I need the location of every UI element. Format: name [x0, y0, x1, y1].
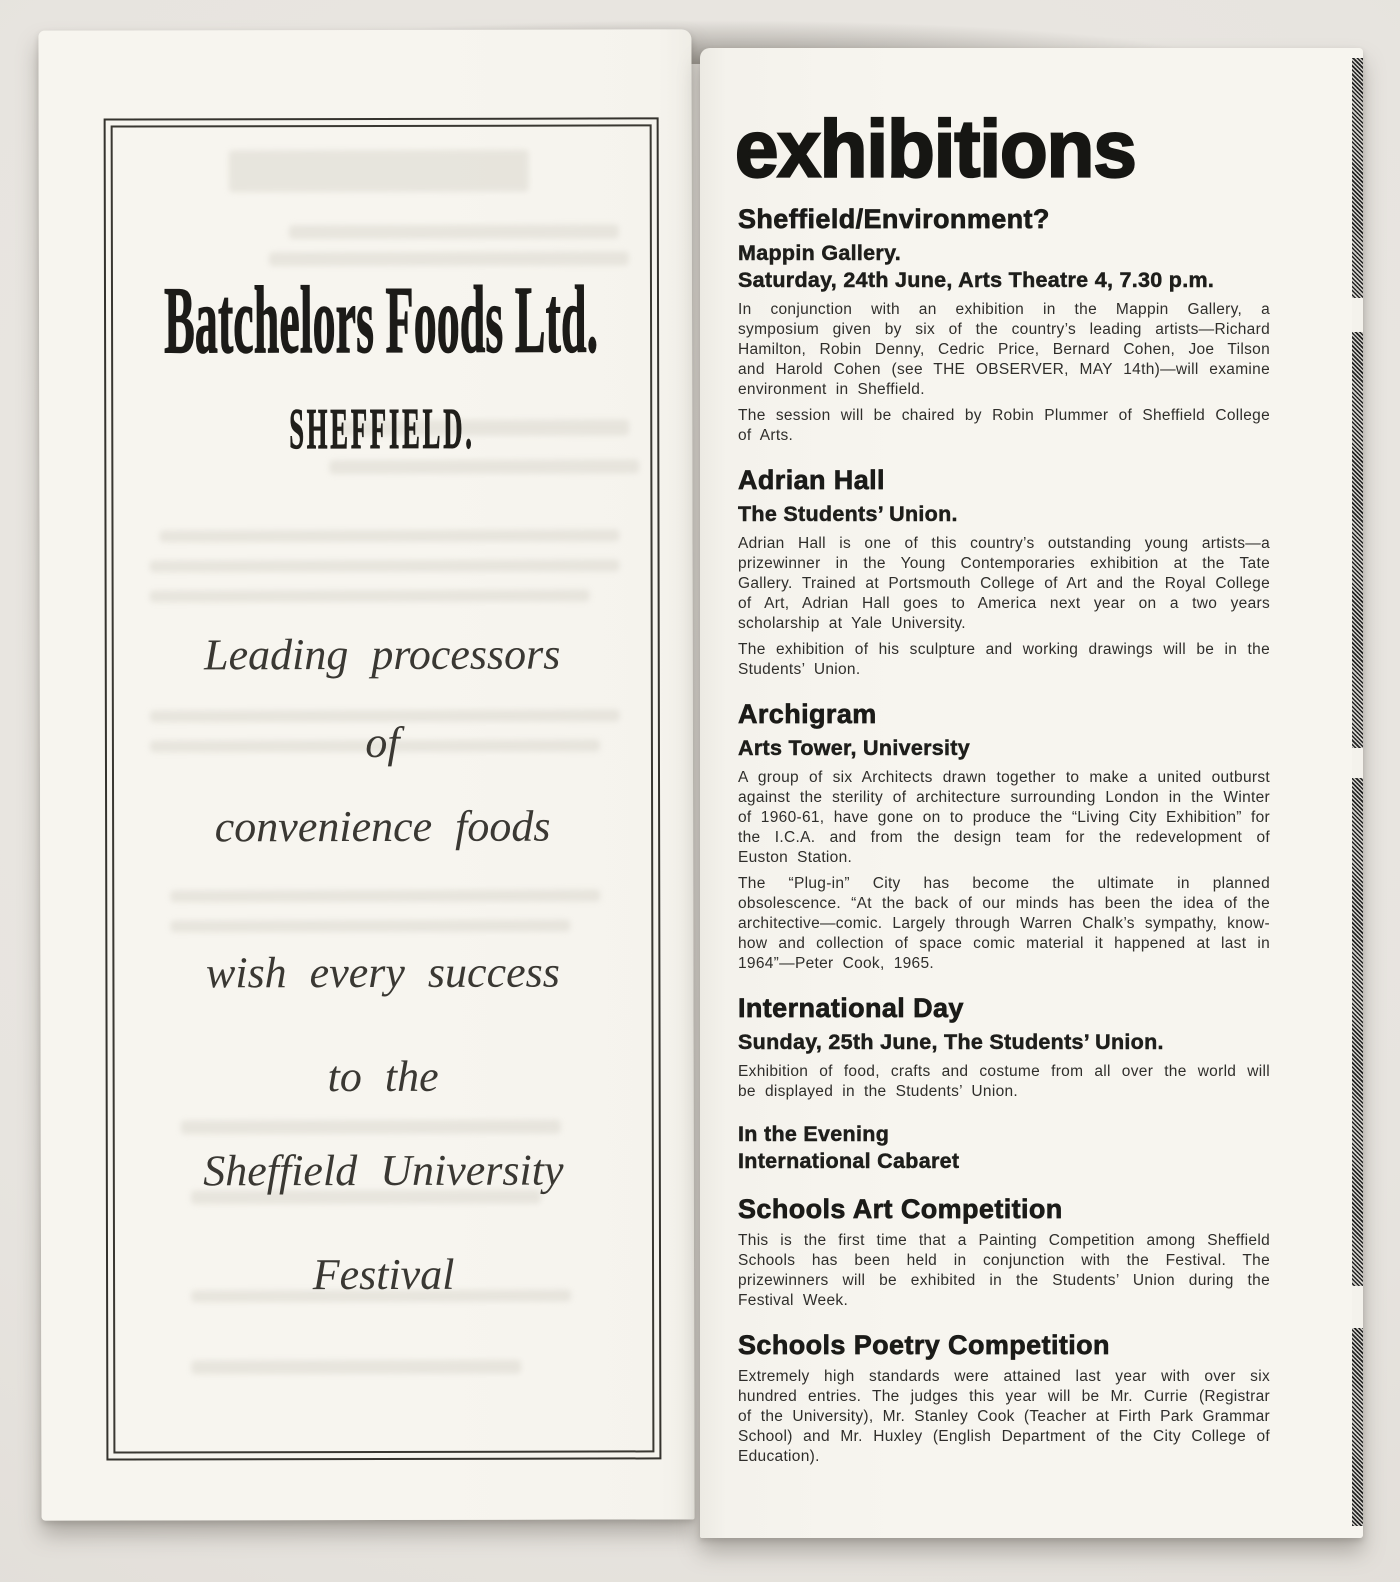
section-subhead: In the Evening [738, 1122, 890, 1146]
exhibition-section [738, 993, 1270, 1102]
exhibition-section [738, 1194, 1270, 1311]
exhibition-section [738, 1330, 1270, 1467]
exhibition-section [738, 204, 1270, 446]
exhibition-section [738, 699, 1270, 974]
section-paragraph: Adrian Hall is one of this country’s outstanding young artists—a prizewinner in the Young Contemporaries exhibition at the Tate Gallery. Trained at Portsmouth College of Art and the Royal College of Art, Adrian Hall goes to America next year on a two years scholarship at Yale University. [738, 535, 1270, 632]
section-paragraph: Exhibition of food, crafts and costume from all over the world will be displayed in the Students’ Union. [738, 1063, 1270, 1100]
section-paragraph: In conjunction with an exhibition in the Mappin Gallery, a symposium given by six of the country’s leading artists—Richard Hamilton, Robin Denny, Cedric Price, Bernard Cohen, Joe Tilson and Harold Cohen (see THE OBSERVER, MAY 14th)—will examine environment in Sheffield. [738, 301, 1270, 398]
section-heading: Archigram [738, 699, 877, 729]
page-title: exhibitions [735, 102, 1136, 195]
section-subhead: Arts Tower, University [738, 736, 971, 760]
section-heading: International Day [738, 993, 964, 1023]
section-subhead: Sunday, 25th June, The Students’ Union. [738, 1030, 1164, 1054]
page-right-exhibitions [700, 48, 1363, 1538]
ad-slogan-line: Leading processors [204, 629, 561, 680]
section-paragraph: Extremely high standards were attained last year with over six hundred entries. The judges this year will be Mr. Currie (Registrar of the University), Mr. Stanley Cook (Teacher at Firth Park Grammar School) and Mr. Huxley (English Department of the City College of Education). [738, 1368, 1270, 1465]
section-subhead: The Students’ Union. [738, 502, 958, 526]
exhibition-section [738, 465, 1270, 680]
ad-border-frame-inner [111, 124, 655, 1453]
section-paragraph: A group of six Architects drawn together to make a united outburst against the sterility of architecture surrounding London in the Winter of 1960-61, have gone on to produce the “Living City Exhibition” for the I.C.A. and from the design team for the redevelopment of Euston Station. [738, 769, 1270, 866]
exhibitions-content [735, 102, 1270, 1467]
ad-company-name: Batchelors Foods Ltd. [164, 265, 599, 374]
section-heading: Adrian Hall [738, 465, 885, 495]
section-heading: Schools Art Competition [738, 1194, 1063, 1224]
edge-strip-gap [1352, 298, 1363, 332]
exhibitions-sections [738, 204, 1270, 1467]
page-left-advertisement [38, 29, 694, 1520]
section-heading: Sheffield/Environment? [738, 204, 1050, 234]
ad-border-frame [104, 117, 662, 1460]
ad-slogan-line: of [365, 717, 400, 768]
section-subhead: International Cabaret [738, 1149, 960, 1173]
ad-company-city: SHEFFIELD. [288, 395, 475, 462]
ad-slogan-line: wish every success [205, 947, 560, 998]
ad-slogan-line: convenience foods [214, 801, 551, 852]
section-paragraph: The session will be chaired by Robin Plummer of Sheffield College of Arts. [738, 407, 1270, 444]
section-subhead: Mappin Gallery. [738, 241, 901, 265]
ad-slogan-line: Sheffield University [203, 1145, 564, 1196]
exhibition-section [738, 1121, 1270, 1175]
edge-strip-gap [1352, 1286, 1363, 1328]
section-paragraph: The exhibition of his sculpture and working drawings will be in the Students’ Union. [738, 641, 1270, 678]
section-heading: Schools Poetry Competition [738, 1330, 1110, 1360]
section-paragraph: The “Plug-in” City has become the ultimate in planned obsolescence. “At the back of our minds has been the idea of the architective—comic. Largely through Warren Chalk’s sympathy, know-how and collection of space comic material it happened at last in 1964”—Peter Cook, 1965. [738, 875, 1270, 972]
section-subhead: Saturday, 24th June, Arts Theatre 4, 7.30 p.m. [738, 268, 1215, 292]
edge-strip-gap [1352, 748, 1363, 778]
section-paragraph: This is the first time that a Painting Competition among Sheffield Schools has been held in conjunction with the Festival. The prizewinners will be exhibited in the Students’ Union during the Festival Week. [738, 1232, 1270, 1309]
bleed-through-texture [38, 29, 691, 30]
ad-slogan-line: Festival [312, 1249, 455, 1300]
ad-slogan [202, 627, 564, 1304]
ad-slogan-line: to the [327, 1051, 439, 1102]
